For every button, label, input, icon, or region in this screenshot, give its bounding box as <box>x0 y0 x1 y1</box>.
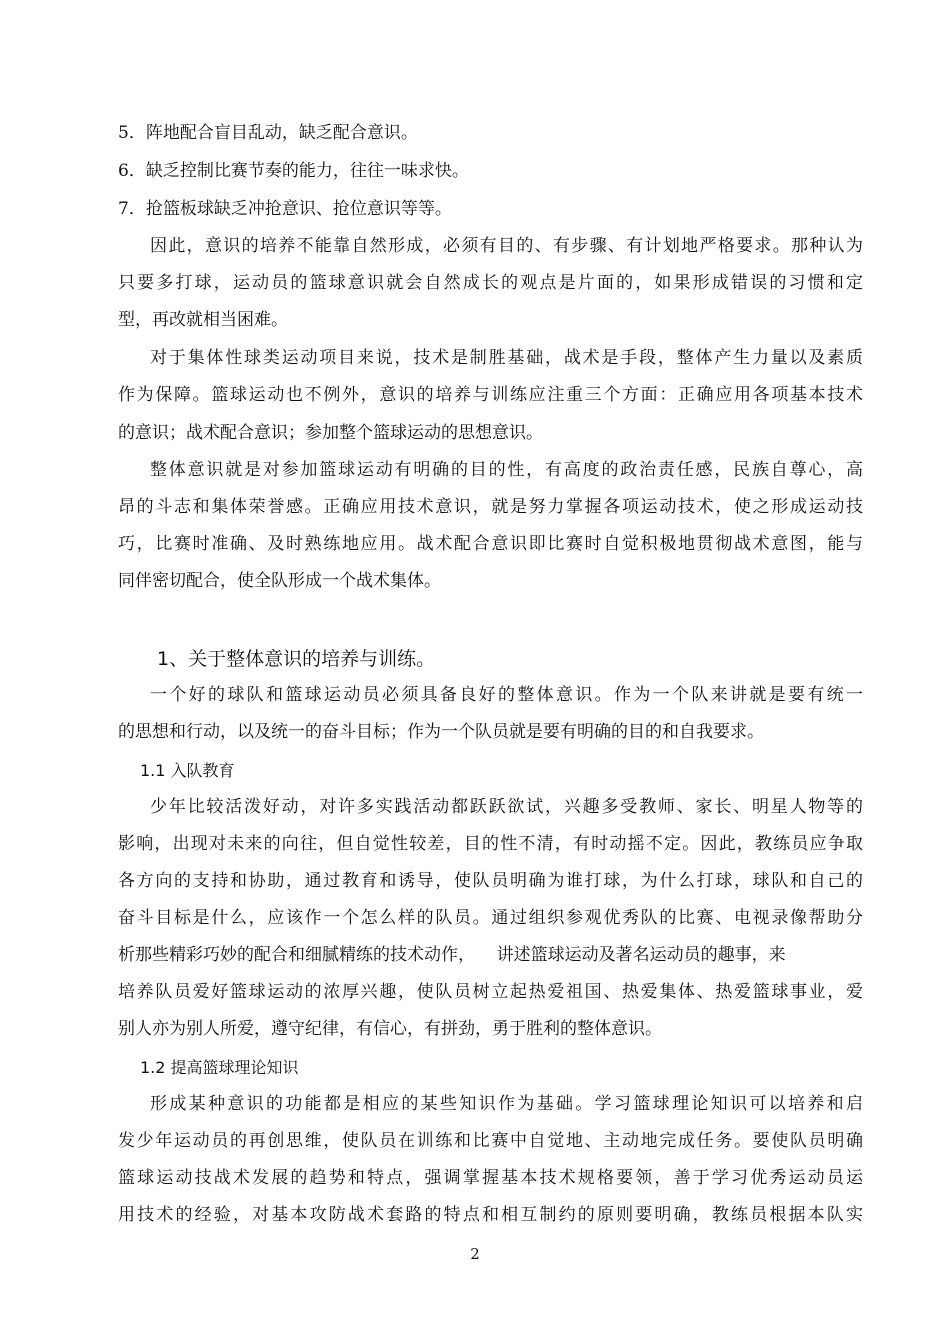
list-item: 5．阵地配合盲目乱动，缺乏配合意识。 <box>118 123 418 143</box>
paragraph-line: 对于集体性球类运动项目来说，技术是制胜基础，战术是手段，整体产生力量以及素质 <box>150 348 863 368</box>
paragraph-line: 篮球运动技战术发展的趋势和特点，强调掌握基本技术规格要领，善于学习优秀运动员运 <box>118 1168 863 1188</box>
paragraph-line: 影响，出现对未来的向往，但自觉性较差，目的性不清，有时动摇不定。因此，教练员应争取 <box>118 834 863 854</box>
paragraph-line: 因此，意识的培养不能靠自然形成，必须有目的、有步骤、有计划地严格要求。那种认为 <box>150 236 863 256</box>
subsection-heading: 1.1 入队教育 <box>140 761 235 780</box>
paragraph-line: 整体意识就是对参加篮球运动有明确的目的性，有高度的政治责任感，民族自尊心，高 <box>150 460 863 480</box>
list-item: 6．缺乏控制比赛节奏的能力，往往一味求快。 <box>118 161 469 181</box>
paragraph-line: 用技术的经验，对基本攻防战术套路的特点和相互制约的原则要明确，教练员根据本队实 <box>118 1205 863 1225</box>
paragraph-line: 析那些精彩巧妙的配合和细腻精练的技术动作， 讲述篮球运动及著名运动员的趣事，来 <box>118 945 786 965</box>
paragraph-line: 昂的斗志和集体荣誉感。正确应用技术意识，就是努力掌握各项运动技术，使之形成运动技 <box>118 497 863 517</box>
paragraph-line: 一个好的球队和篮球运动员必须具备良好的整体意识。作为一个队来讲就是要有统一 <box>150 685 863 705</box>
paragraph-line: 少年比较活泼好动，对许多实践活动都跃跃欲试，兴趣多受教师、家长、明星人物等的 <box>150 797 863 817</box>
subsection-heading: 1.2 提高篮球理论知识 <box>140 1058 299 1077</box>
paragraph-line: 形成某种意识的功能都是相应的某些知识作为基础。学习篮球理论知识可以培养和启 <box>150 1094 863 1114</box>
paragraph-line: 的意识；战术配合意识；参加整个篮球运动的思想意识。 <box>118 423 543 443</box>
paragraph-line: 各方向的支持和协助，通过教育和诱导，使队员明确为谁打球，为什么打球，球队和自己的 <box>118 871 863 891</box>
paragraph-line: 只要多打球，运动员的篮球意识就会自然成长的观点是片面的，如果形成错误的习惯和定 <box>118 273 863 293</box>
list-item: 7．抢篮板球缺乏冲抢意识、抢位意识等等。 <box>118 199 452 219</box>
paragraph-line: 同伴密切配合，使全队形成一个战术集体。 <box>118 571 441 591</box>
section-heading: 1、关于整体意识的培养与训练。 <box>157 648 436 670</box>
paragraph-line: 的思想和行动，以及统一的奋斗目标；作为一个队员就是要有明确的目的和自我要求。 <box>118 722 764 742</box>
paragraph-line: 别人亦为别人所爱，遵守纪律，有信心，有拼劲，勇于胜利的整体意识。 <box>118 1019 662 1039</box>
paragraph-line: 巧，比赛时准确、及时熟练地应用。战术配合意识即比赛时自觉积极地贯彻战术意图，能与 <box>118 534 863 554</box>
paragraph-line: 型，再改就相当困难。 <box>118 310 288 330</box>
paragraph-line: 培养队员爱好篮球运动的浓厚兴趣，使队员树立起热爱祖国、热爱集体、热爱篮球事业，爱 <box>118 982 863 1002</box>
paragraph-line: 发少年运动员的再创思维，使队员在训练和比赛中自觉地、主动地完成任务。要使队员明确 <box>118 1131 863 1151</box>
paragraph-line: 作为保障。篮球运动也不例外，意识的培养与训练应注重三个方面：正确应用各项基本技术 <box>118 385 863 405</box>
paragraph-line: 奋斗目标是什么，应该作一个怎么样的队员。通过组织参观优秀队的比赛、电视录像帮助分 <box>118 908 863 928</box>
page-number: 2 <box>470 1245 480 1263</box>
